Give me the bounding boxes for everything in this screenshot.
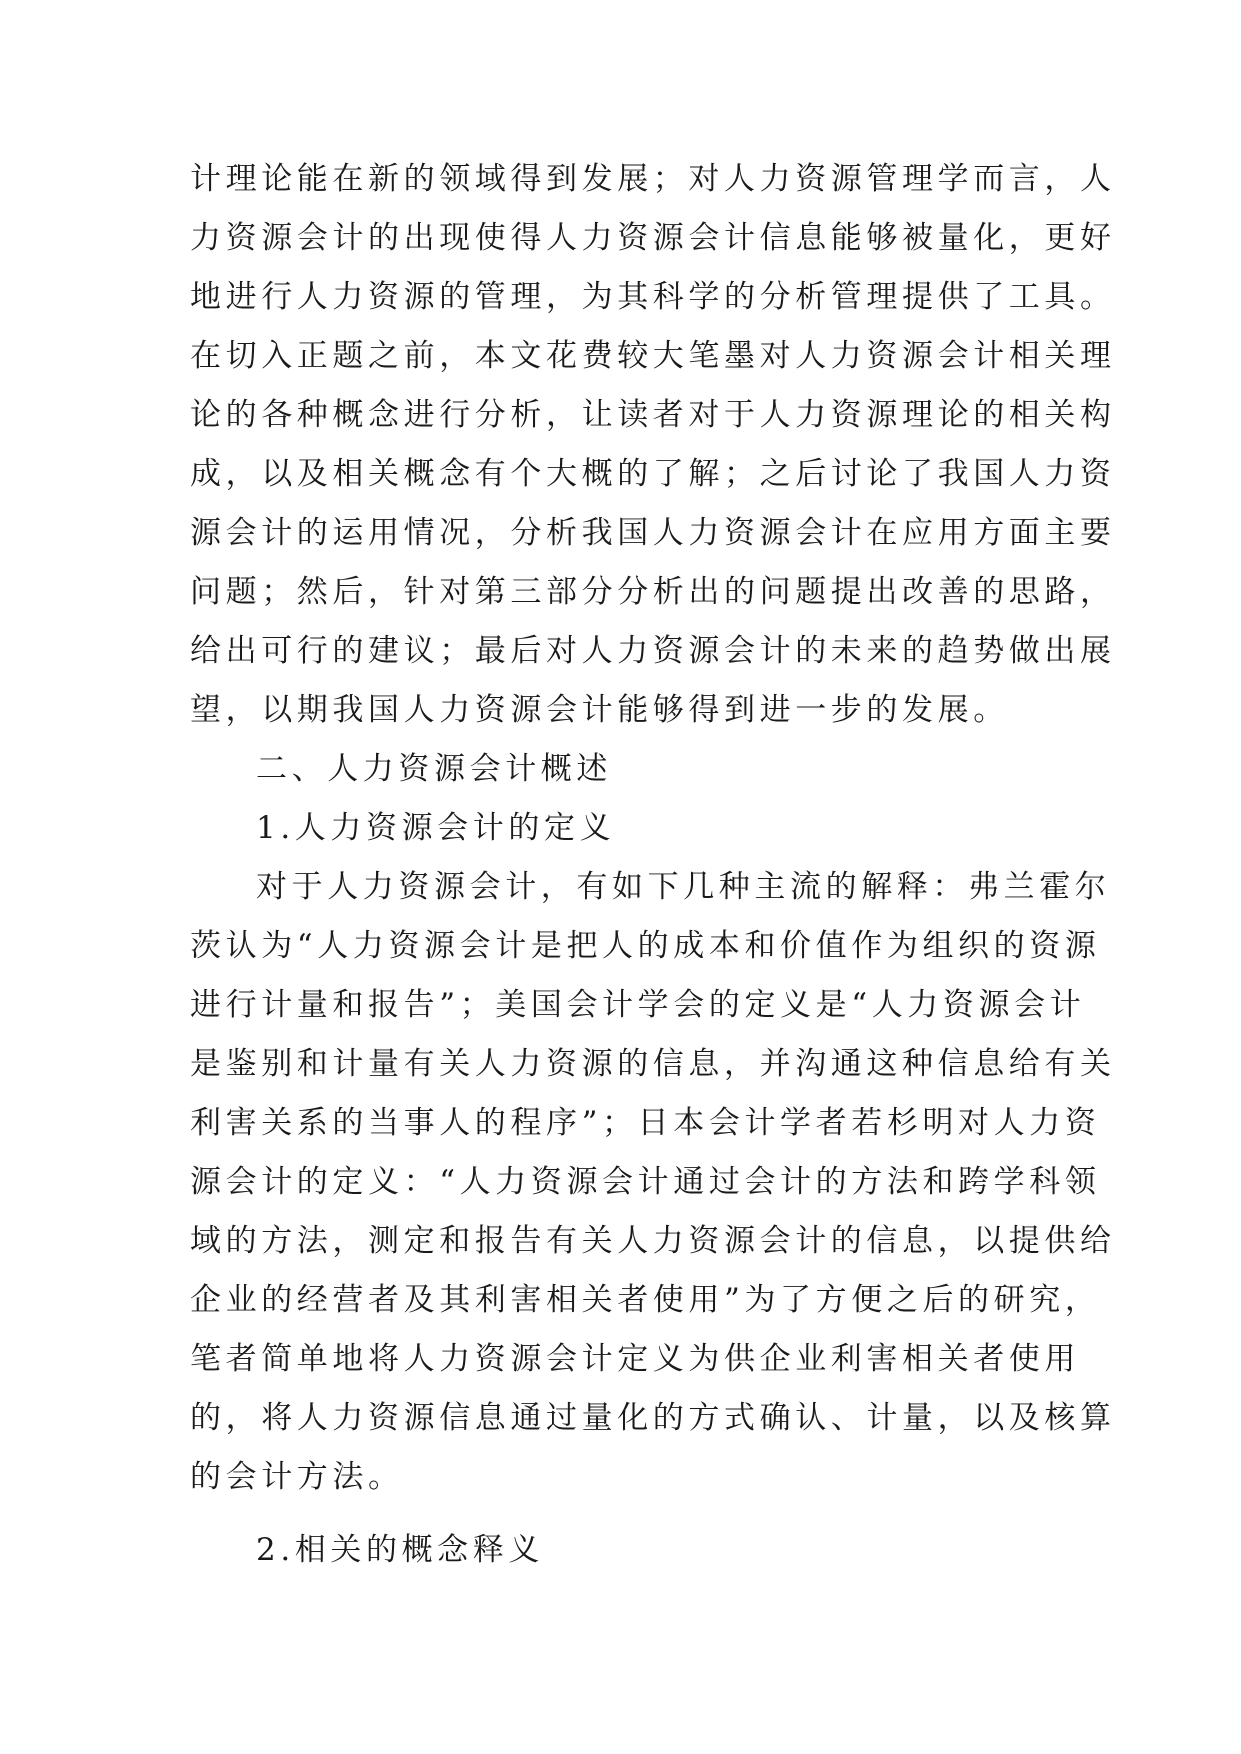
paragraph-line: 问题；然后，针对第三部分分析出的问题提出改善的思路， — [190, 574, 1116, 610]
paragraph-line: 的，将人力资源信息通过量化的方式确认、计量，以及核算 — [190, 1400, 1116, 1436]
subsection-heading-concepts: 2.相关的概念释义 — [256, 1532, 544, 1568]
definition-paragraph — [190, 858, 1116, 1507]
paragraph-line: 利害关系的当事人的程序”；日本会计学者若杉明对人力资 — [190, 1105, 1101, 1141]
section-heading: 二、人力资源会计概述 — [256, 751, 612, 787]
paragraph-line: 域的方法，测定和报告有关人力资源会计的信息，以提供给 — [190, 1223, 1116, 1259]
paragraph-line: 的会计方法。 — [190, 1459, 404, 1495]
paragraph-line: 地进行人力资源的管理，为其科学的分析管理提供了工具。 — [190, 279, 1116, 315]
paragraph-line: 成，以及相关概念有个大概的了解；之后讨论了我国人力资 — [190, 456, 1116, 492]
paragraph-line: 是鉴别和计量有关人力资源的信息，并沟通这种信息给有关 — [190, 1046, 1116, 1082]
paragraph-line: 望，以期我国人力资源会计能够得到进一步的发展。 — [190, 692, 1009, 728]
paragraph-line: 进行计量和报告”；美国会计学会的定义是“人力资源会计 — [190, 987, 1086, 1023]
paragraph-line: 企业的经营者及其利害相关者使用”为了方便之后的研究， — [190, 1282, 1101, 1318]
paragraph-line: 源会计的定义：“人力资源会计通过会计的方法和跨学科领 — [190, 1164, 1101, 1200]
paragraph-line: 给出可行的建议；最后对人力资源会计的未来的趋势做出展 — [190, 633, 1116, 669]
document-page — [190, 150, 1116, 1580]
paragraph-line: 笔者简单地将人力资源会计定义为供企业利害相关者使用 — [190, 1341, 1080, 1377]
subsection-heading-definition: 1.人力资源会计的定义 — [256, 810, 616, 846]
paragraph-line: 茨认为“人力资源会计是把人的成本和价值作为组织的资源 — [190, 928, 1101, 964]
paragraph-line: 论的各种概念进行分析，让读者对于人力资源理论的相关构 — [190, 397, 1116, 433]
paragraph-line: 计理论能在新的领域得到发展；对人力资源管理学而言，人 — [190, 161, 1116, 197]
paragraph-line: 在切入正题之前，本文花费较大笔墨对人力资源会计相关理 — [190, 338, 1116, 374]
intro-paragraph — [190, 150, 1116, 740]
paragraph-line: 源会计的运用情况，分析我国人力资源会计在应用方面主要 — [190, 515, 1116, 551]
paragraph-line: 力资源会计的出现使得人力资源会计信息能够被量化，更好 — [190, 220, 1116, 256]
paragraph-line: 对于人力资源会计，有如下几种主流的解释：弗兰霍尔 — [256, 869, 1111, 905]
